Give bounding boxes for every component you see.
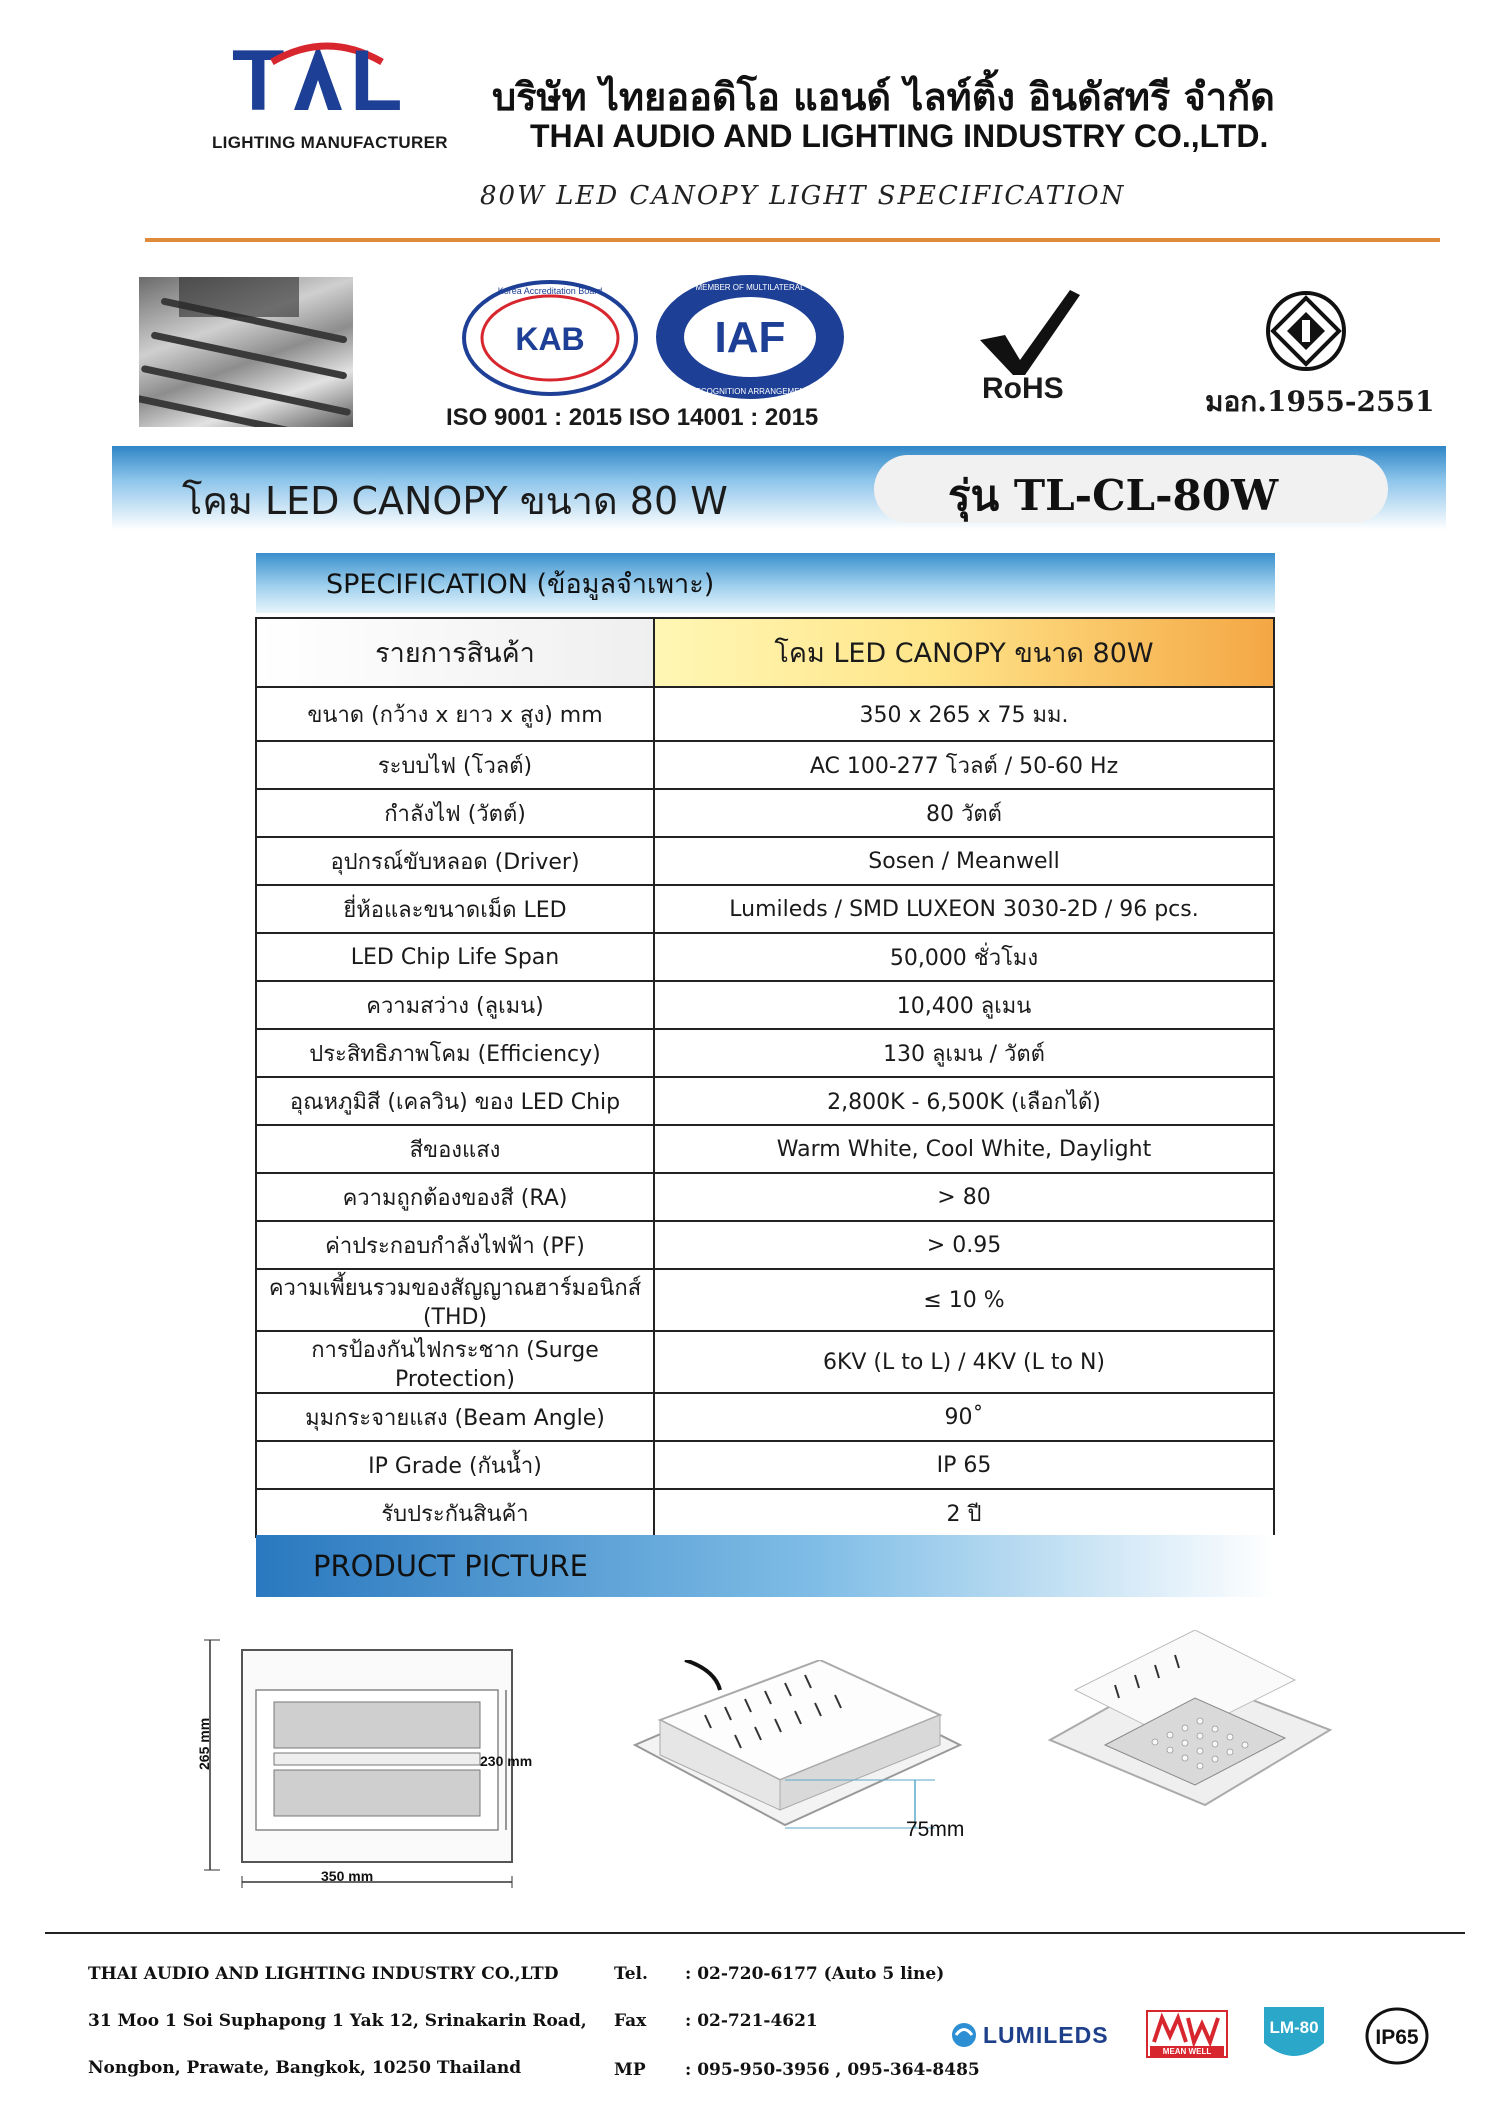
spec-value: Warm White, Cool White, Daylight xyxy=(654,1125,1274,1173)
iaf-logo xyxy=(652,272,848,402)
spec-label: สีของแสง xyxy=(256,1125,654,1173)
spec-heading: SPECIFICATION (ข้อมูลจำเพาะ) xyxy=(326,569,715,600)
spec-value: 90˚ xyxy=(654,1393,1274,1441)
footer-mp-label: MP xyxy=(614,2060,646,2080)
spec-row xyxy=(256,1441,1274,1489)
spec-row xyxy=(256,789,1274,837)
spec-value: 2,800K - 6,500K (เลือกได้) xyxy=(654,1077,1274,1125)
svg-text:Korea Accreditation Board: Korea Accreditation Board xyxy=(497,286,603,296)
spec-label: ประสิทธิภาพโคม (Efficiency) xyxy=(256,1029,654,1077)
product-underside-view xyxy=(1045,1630,1335,1830)
spec-table-body xyxy=(256,687,1274,1537)
spec-table-header xyxy=(256,618,1274,687)
spec-row xyxy=(256,1077,1274,1125)
tal-logo xyxy=(232,40,442,120)
spec-value: Sosen / Meanwell xyxy=(654,837,1274,885)
spec-row xyxy=(256,1173,1274,1221)
spec-row xyxy=(256,1331,1274,1393)
svg-text:T: T xyxy=(232,40,279,120)
company-name-thai: บริษัท ไทยออดิโอ แอนด์ ไลท์ติ้ง อินดัสทรี จำกัด xyxy=(492,75,1275,119)
spec-value: Lumileds / SMD LUXEON 3030-2D / 96 pcs. xyxy=(654,885,1274,933)
kab-logo xyxy=(460,278,640,398)
footer-tel-label: Tel. xyxy=(614,1964,648,1984)
header-divider xyxy=(145,238,1440,242)
spec-label: IP Grade (กันน้ำ) xyxy=(256,1441,654,1489)
product-picture-heading: PRODUCT PICTURE xyxy=(313,1549,588,1583)
spec-row xyxy=(256,1221,1274,1269)
column-header-product: โคม LED CANOPY ขนาด 80W xyxy=(654,618,1274,687)
lm80-badge xyxy=(1260,2003,1328,2065)
dimension-height-label: 265 mm xyxy=(196,1717,212,1770)
spec-value: 350 x 265 x 75 มม. xyxy=(654,687,1274,741)
spec-value: 10,400 ลูเมน xyxy=(654,981,1274,1029)
footer-address-line2: Nongbon, Prawate, Bangkok, 10250 Thailand xyxy=(88,2058,522,2078)
spec-value: > 0.95 xyxy=(654,1221,1274,1269)
dimension-inner-label: 230 mm xyxy=(480,1753,533,1769)
spec-label: ยี่ห้อและขนาดเม็ด LED xyxy=(256,885,654,933)
model-number: รุ่น TL-CL-80W xyxy=(948,471,1279,520)
spec-label: ขนาด (กว้าง x ยาว x สูง) mm xyxy=(256,687,654,741)
column-header-item: รายการสินค้า xyxy=(256,618,654,687)
tis-mark-icon xyxy=(1265,290,1347,372)
spec-label: มุมกระจายแสง (Beam Angle) xyxy=(256,1393,654,1441)
spec-row xyxy=(256,981,1274,1029)
spec-label: ความถูกต้องของสี (RA) xyxy=(256,1173,654,1221)
spec-value: 2 ปี xyxy=(654,1489,1274,1537)
spec-value: 130 ลูเมน / วัตต์ xyxy=(654,1029,1274,1077)
spec-row xyxy=(256,885,1274,933)
spec-value: 6KV (L to L) / 4KV (L to N) xyxy=(654,1331,1274,1393)
spec-row xyxy=(256,687,1274,741)
spec-row xyxy=(256,837,1274,885)
spec-label: ความเพี้ยนรวมของสัญญาณฮาร์มอนิกส์ (THD) xyxy=(256,1269,654,1331)
dimension-width-label: 350 mm xyxy=(321,1868,374,1884)
spec-label: ค่าประกอบกำลังไฟฟ้า (PF) xyxy=(256,1221,654,1269)
brand-subtitle: LIGHTING MANUFACTURER xyxy=(212,133,448,152)
spec-heading-bar xyxy=(256,553,1275,613)
footer-company: THAI AUDIO AND LIGHTING INDUSTRY CO.,LTD xyxy=(88,1964,559,1984)
footer-address-line1: 31 Moo 1 Soi Suphapong 1 Yak 12, Srinakarin Road, xyxy=(88,2011,587,2031)
ip65-badge xyxy=(1364,2006,1430,2066)
dimension-depth-label: 75mm xyxy=(906,1818,965,1841)
spec-row xyxy=(256,741,1274,789)
spec-value: AC 100-277 โวลต์ / 50-60 Hz xyxy=(654,741,1274,789)
spec-label: ระบบไฟ (โวลต์) xyxy=(256,741,654,789)
svg-text:L: L xyxy=(350,40,403,120)
svg-text:MEMBER OF MULTILATERAL: MEMBER OF MULTILATERAL xyxy=(695,283,805,292)
document-title: 80W LED CANOPY LIGHT SPECIFICATION xyxy=(480,181,1126,211)
spec-row xyxy=(256,933,1274,981)
spec-label: อุปกรณ์ขับหลอด (Driver) xyxy=(256,837,654,885)
spec-value: 50,000 ชั่วโมง xyxy=(654,933,1274,981)
spec-label: กำลังไฟ (วัตต์) xyxy=(256,789,654,837)
spec-row xyxy=(256,1269,1274,1331)
spec-value: 80 วัตต์ xyxy=(654,789,1274,837)
iso-certification-text: ISO 9001 : 2015 ISO 14001 : 2015 xyxy=(446,404,819,431)
spec-row xyxy=(256,1393,1274,1441)
tis-standard-text: มอก.1955-2551 xyxy=(1205,385,1435,418)
footer-fax: : 02-721-4621 xyxy=(685,2011,818,2031)
svg-text:RECOGNITION ARRANGEMENT: RECOGNITION ARRANGEMENT xyxy=(689,387,811,396)
spec-label: อุณหภูมิสี (เคลวิน) ของ LED Chip xyxy=(256,1077,654,1125)
rohs-label: RoHS xyxy=(982,372,1064,405)
spec-row xyxy=(256,1029,1274,1077)
footer-divider xyxy=(45,1932,1465,1934)
spec-row xyxy=(256,1125,1274,1173)
lumileds-text: LUMILEDS xyxy=(983,2022,1109,2048)
spec-value: ≤ 10 % xyxy=(654,1269,1274,1331)
spec-value: > 80 xyxy=(654,1173,1274,1221)
footer-tel: : 02-720-6177 (Auto 5 line) xyxy=(685,1964,945,1984)
footer-mp: : 095-950-3956 , 095-364-8485 xyxy=(685,2060,980,2080)
svg-text:LM-80: LM-80 xyxy=(1269,2018,1319,2037)
svg-text:IAF: IAF xyxy=(714,313,786,362)
product-picture-heading-bar xyxy=(256,1535,1275,1597)
meanwell-logo xyxy=(1146,2010,1228,2058)
svg-text:IP65: IP65 xyxy=(1375,2026,1419,2049)
product-title: โคม LED CANOPY ขนาด 80 W xyxy=(182,479,728,523)
spec-row xyxy=(256,1489,1274,1537)
footer-fax-label: Fax xyxy=(614,2011,647,2031)
spec-table xyxy=(255,617,1275,1538)
company-name-english: THAI AUDIO AND LIGHTING INDUSTRY CO.,LTD. xyxy=(530,118,1269,154)
spec-label: การป้องกันไฟกระชาก (Surge Protection) xyxy=(256,1331,654,1393)
spec-label: ความสว่าง (ลูเมน) xyxy=(256,981,654,1029)
svg-text:KAB: KAB xyxy=(515,321,585,357)
factory-photo xyxy=(139,277,353,427)
svg-text:MEAN WELL: MEAN WELL xyxy=(1162,2047,1212,2056)
spec-label: รับประกันสินค้า xyxy=(256,1489,654,1537)
spec-label: LED Chip Life Span xyxy=(256,933,654,981)
spec-value: IP 65 xyxy=(654,1441,1274,1489)
